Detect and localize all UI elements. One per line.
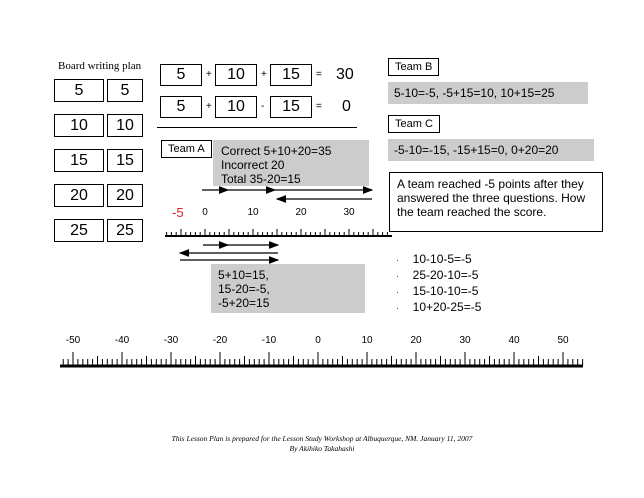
equation-term: 10 — [215, 64, 257, 86]
board-cell: 10 — [107, 114, 143, 137]
equation-operator: + — [261, 69, 267, 80]
question-box: A team reached -5 points after they answered the three questions. How the team reached the score. — [389, 172, 603, 232]
list-item: · 25-20-10=-5 — [396, 268, 479, 282]
footer-line: This Lesson Plan is prepared for the Lesson Study Workshop at Albuquerque, NM. January 11, 2007 — [171, 434, 473, 443]
footer — [0, 434, 644, 454]
work-line: -5+20=15 — [218, 296, 270, 310]
answer-text: 10-10-5=-5 — [412, 252, 472, 266]
list-item: · 10-10-5=-5 — [396, 252, 472, 266]
equation-operator: = — [316, 101, 322, 112]
list-item: · 15-10-10=-5 — [396, 284, 479, 298]
number-line-start-label: -5 — [172, 205, 184, 220]
tick-label: 20 — [410, 335, 422, 346]
footer-line: By Akihiko Takahashi — [289, 444, 355, 453]
work-line: 5+10=15, — [218, 268, 269, 282]
tick-label: 10 — [361, 335, 373, 346]
team-a-line: Incorrect 20 — [221, 158, 285, 172]
board-cell: 15 — [54, 149, 104, 172]
tick-label: -50 — [65, 335, 81, 346]
equation-result: 0 — [342, 98, 351, 115]
tick-label: 10 — [247, 207, 259, 218]
equation-operator: - — [261, 101, 265, 112]
equation-term: 5 — [160, 64, 202, 86]
tick-label: -30 — [163, 335, 179, 346]
equation-term: 10 — [215, 96, 257, 118]
tick-label: 0 — [315, 335, 321, 346]
list-item: · 10+20-25=-5 — [396, 300, 482, 314]
equation-term: 15 — [270, 64, 312, 86]
answer-text: 10+20-25=-5 — [412, 300, 482, 314]
tick-label: -20 — [212, 335, 228, 346]
tick-label: 0 — [202, 207, 208, 218]
tick-label: 50 — [557, 335, 569, 346]
team-b-label: Team B — [388, 58, 439, 76]
board-cell: 25 — [54, 219, 104, 242]
tick-label: -40 — [114, 335, 130, 346]
equation-operator: + — [206, 69, 212, 80]
tick-label: 30 — [343, 207, 355, 218]
team-a-line: Total 35-20=15 — [221, 172, 301, 186]
equation-term: 5 — [160, 96, 202, 118]
board-cell: 25 — [107, 219, 143, 242]
equation-result: 30 — [336, 66, 354, 83]
team-a-line: Correct 5+10+20=35 — [221, 144, 332, 158]
board-cell: 20 — [54, 184, 104, 207]
board-cell: 15 — [107, 149, 143, 172]
tick-label: 20 — [295, 207, 307, 218]
team-c-label: Team C — [388, 115, 440, 133]
board-cell: 5 — [107, 79, 143, 102]
board-cell: 10 — [54, 114, 104, 137]
equation-operator: + — [206, 101, 212, 112]
team-b-work: 5-10=-5, -5+15=10, 10+15=25 — [388, 82, 588, 104]
equation-operator: = — [316, 69, 322, 80]
tick-label: 40 — [508, 335, 520, 346]
team-c-work: -5-10=-15, -15+15=0, 0+20=20 — [388, 139, 594, 161]
work-line: 15-20=-5, — [218, 282, 270, 296]
tick-label: 30 — [459, 335, 471, 346]
board-cell: 5 — [54, 79, 104, 102]
tick-label: -10 — [261, 335, 277, 346]
answer-text: 15-10-10=-5 — [412, 284, 479, 298]
board-cell: 20 — [107, 184, 143, 207]
answer-text: 25-20-10=-5 — [412, 268, 479, 282]
board-plan-title: Board writing plan — [58, 60, 142, 72]
equation-term: 15 — [270, 96, 312, 118]
team-a-label: Team A — [161, 140, 212, 158]
